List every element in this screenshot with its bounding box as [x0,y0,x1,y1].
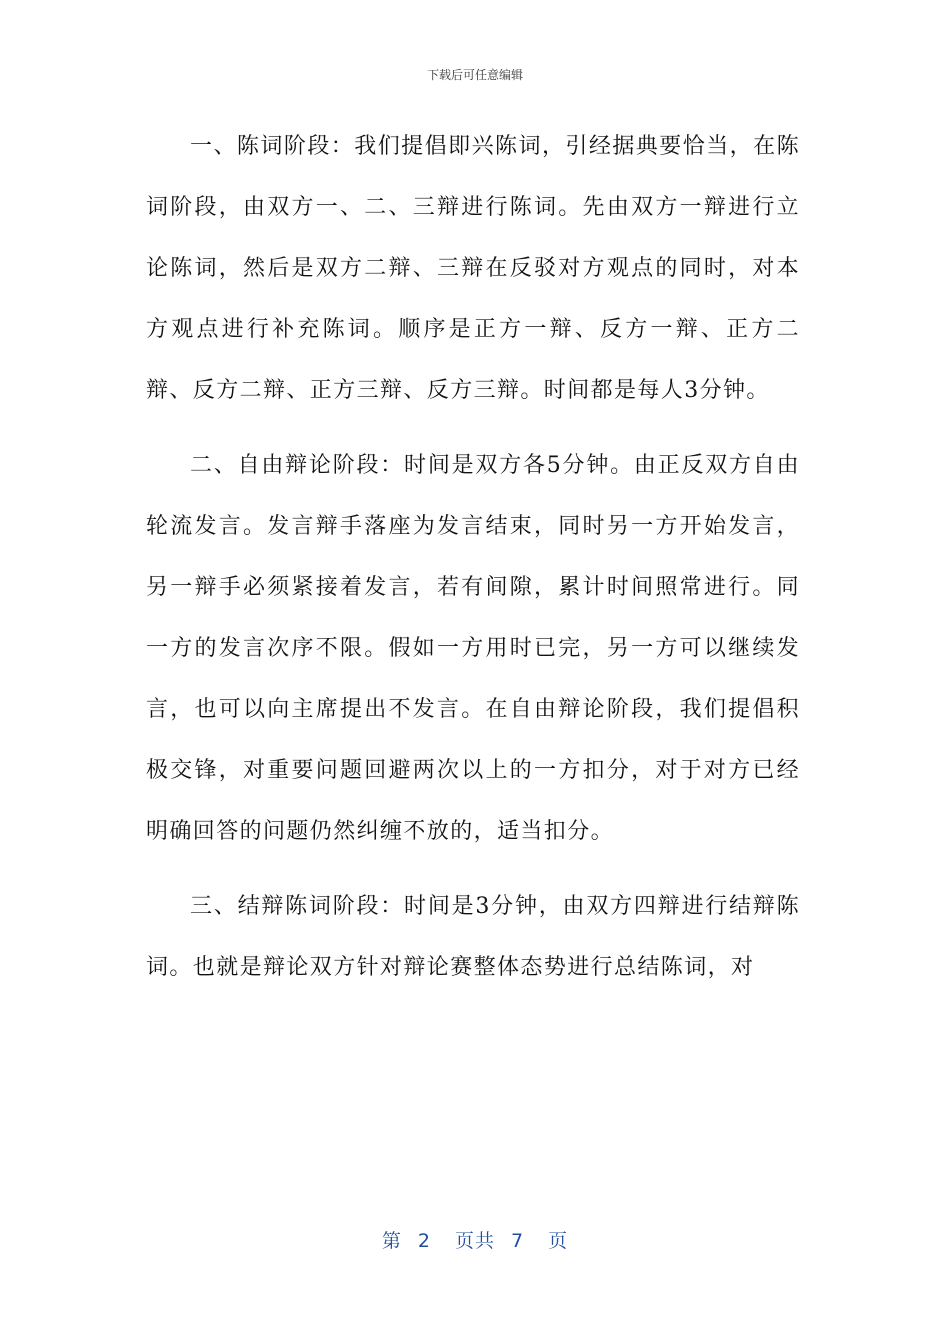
footer-total-pages: 7 [511,1230,525,1252]
footer-suffix: 页 [548,1230,569,1252]
footer-current-page: 2 [417,1230,431,1252]
paragraph-closing-stage: 三、结辩陈词阶段：时间是3分钟，由双方四辩进行结辩陈词。也就是辩论双方针对辩论赛整体态势进行总结陈词，对 [146,894,800,980]
footer-middle: 页共 [454,1230,495,1252]
paragraph-free-debate-stage: 二、自由辩论阶段：时间是双方各5分钟。由正反双方自由轮流发言。发言辩手落座为发言结束，同时另一方开始发言，另一辩手必须紧接着发言，若有间隙，累计时间照常进行。同一方的发言次序不限。假如一方用时已完，另一方可以继续发言，也可以向主席提出不发言。在自由辩论阶段，我们提倡积极交锋，对重要问题回避两次以上的一方扣分，对于对方已经明确回答的问题仍然纠缠不放的，适当扣分。 [146,453,800,844]
document-body [146,116,800,998]
header-note: 下载后可任意编辑 [426,68,523,82]
paragraph-statement-stage: 一、陈词阶段：我们提倡即兴陈词，引经据典要恰当，在陈词阶段，由双方一、二、三辩进行陈词。先由双方一辩进行立论陈词，然后是双方二辩、三辩在反驳对方观点的同时，对本方观点进行补充陈词。顺序是正方一辩、反方一辩、正方二辩、反方二辩、正方三辩、反方三辩。时间都是每人3分钟。 [146,134,800,403]
page-footer [0,1226,950,1253]
footer-prefix: 第 [381,1230,402,1252]
